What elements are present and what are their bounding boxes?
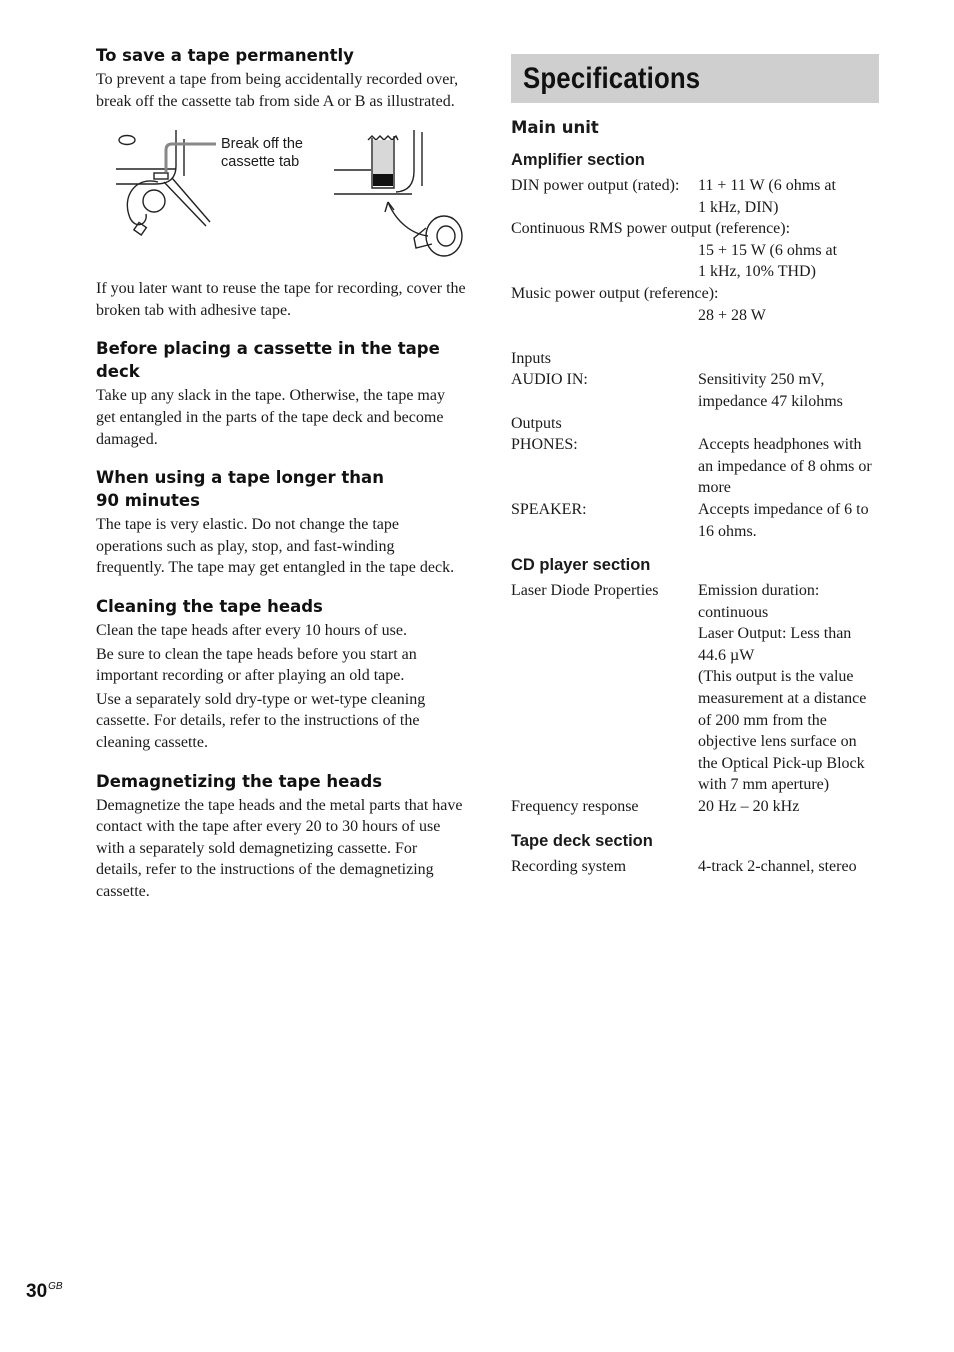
phones-value-3: more (698, 479, 731, 497)
din-power-value (698, 175, 881, 218)
longer-tape-text: The tape is very elastic. Do not change the tape operations such as play, stop, and fast-winding frequently. The tape may get entangled in the tape deck. (96, 516, 455, 577)
specifications-title: Specifications (523, 61, 701, 95)
frequency-response-label: Frequency response (511, 798, 639, 816)
laser-value-9: the Optical Pick-up Block (698, 754, 865, 772)
recording-system-row (511, 856, 881, 878)
longer-tape-heading-line1: When using a tape longer than (96, 468, 384, 488)
laser-value-8: objective lens surface on (698, 733, 857, 751)
music-power-label: Music power output (reference): (511, 284, 719, 302)
placing-cassette-heading: Before placing a cassette in the tape deck (96, 339, 440, 382)
demagnetizing-heading: Demagnetizing the tape heads (96, 771, 383, 791)
recording-system-label: Recording system (511, 857, 627, 875)
music-power-value: 28 + 28 W (698, 306, 766, 324)
page-number (26, 1281, 63, 1303)
page-number-suffix: GB (48, 1281, 63, 1292)
phones-row (511, 434, 881, 499)
rms-power-label: Continuous RMS power output (reference): (511, 220, 791, 238)
laser-diode-row (511, 580, 881, 796)
left-column (96, 44, 466, 902)
audio-in-value-1: Sensitivity 250 mV, (698, 371, 825, 389)
laser-value-3: Laser Output: Less than (698, 625, 852, 643)
din-power-label: DIN power output (rated): (511, 177, 680, 194)
phones-value (698, 434, 881, 499)
phones-value-2: an impedance of 8 ohms or (698, 457, 872, 475)
audio-in-value (698, 369, 881, 412)
speaker-label: SPEAKER: (511, 500, 587, 518)
audio-in-row (511, 369, 881, 412)
audio-in-value-2: impedance 47 kilohms (698, 392, 843, 410)
cleaning-heading: Cleaning the tape heads (96, 596, 323, 616)
recording-system-value: 4-track 2-channel, stereo (698, 857, 857, 875)
din-power-value-2: 1 kHz, DIN) (698, 198, 779, 216)
page-number-value: 30 (26, 1281, 48, 1302)
laser-value-10: with 7 mm aperture) (698, 776, 830, 794)
din-power-row (511, 175, 881, 218)
laser-value-6: measurement at a distance (698, 690, 867, 708)
specifications-banner (511, 54, 879, 103)
right-column (511, 54, 881, 877)
laser-value-7: of 200 mm from the (698, 711, 827, 729)
longer-tape-heading-line2: 90 minutes (96, 491, 200, 511)
rms-power-value-2: 1 kHz, 10% THD) (698, 263, 816, 281)
laser-diode-label: Laser Diode Properties (511, 582, 659, 600)
speaker-value-1: Accepts impedance of 6 to (698, 500, 869, 518)
cleaning-text-2: Be sure to clean the tape heads before you start an important recording or after playing an old tape. (96, 645, 417, 685)
speaker-value (698, 499, 881, 542)
rms-power-value-1: 15 + 15 W (6 ohms at (698, 241, 838, 259)
save-tape-heading: To save a tape permanently (96, 46, 354, 65)
longer-tape-heading (96, 466, 466, 512)
cassette-tab-illustration (96, 126, 466, 264)
cleaning-text-3: Use a separately sold dry-type or wet-type cleaning cassette. For details, refer to the instructions of the cleaning cassette. (96, 690, 426, 751)
cleaning-text-1: Clean the tape heads after every 10 hours of use. (96, 621, 407, 639)
placing-cassette-text: Take up any slack in the tape. Otherwise, the tape may get entangled in the parts of the tape deck and become damaged. (96, 387, 445, 448)
figure-caption-line1: Break off the (221, 136, 303, 153)
laser-value-4: 44.6 µW (698, 646, 755, 664)
speaker-row (511, 499, 881, 542)
figure-caption-line2: cassette tab (221, 154, 300, 171)
frequency-response-row (511, 796, 881, 818)
cd-player-section-heading: CD player section (511, 556, 651, 575)
laser-value-5: (This output is the value (698, 668, 854, 686)
phones-label: PHONES: (511, 436, 578, 454)
audio-in-label: AUDIO IN: (511, 371, 588, 389)
din-power-value-1: 11 + 11 W (6 ohms at (698, 177, 836, 194)
laser-value-1: Emission duration: (698, 582, 820, 600)
reuse-tape-text: If you later want to reuse the tape for recording, cover the broken tab with adhesive tape. (96, 280, 466, 319)
inputs-label: Inputs (511, 349, 551, 367)
save-tape-text: To prevent a tape from being accidentally recorded over, break off the cassette tab from side A or B as illustrated. (96, 71, 459, 110)
demagnetizing-text: Demagnetize the tape heads and the metal parts that have contact with the tape after every 20 to 30 hours of use with a separately sold demagnetizing cassette. For details, refer to the instructions of the demagnetizing cassette. (96, 796, 463, 900)
phones-value-1: Accepts headphones with (698, 436, 862, 454)
laser-diode-value (698, 580, 881, 796)
amplifier-section-heading: Amplifier section (511, 151, 645, 169)
tape-deck-section-heading: Tape deck section (511, 831, 653, 850)
frequency-response-value: 20 Hz – 20 kHz (698, 798, 800, 816)
figure-caption (221, 135, 341, 171)
laser-value-2: continuous (698, 603, 769, 621)
main-unit-heading: Main unit (511, 118, 599, 137)
outputs-label: Outputs (511, 414, 562, 432)
speaker-value-2: 16 ohms. (698, 522, 757, 540)
